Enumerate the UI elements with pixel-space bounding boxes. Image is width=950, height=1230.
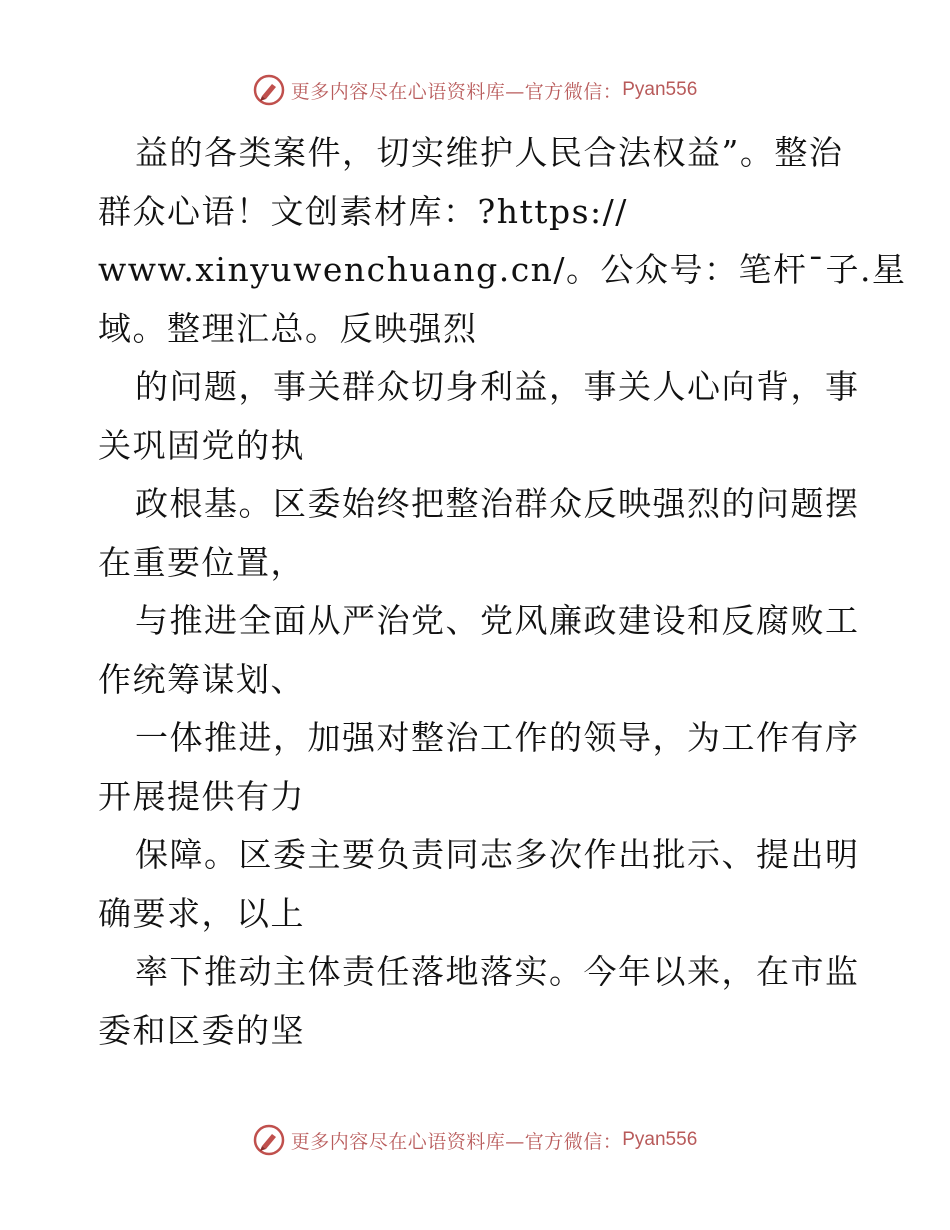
text-line: 域。整理汇总。反映强烈 xyxy=(98,308,478,348)
text-line: 一体推进，加强对整治工作的领导，为工作有序 xyxy=(135,718,860,757)
footer-watermark xyxy=(0,1120,950,1160)
text-line: 关巩固党的执 xyxy=(98,425,305,465)
text-line: 确要求，以上 xyxy=(98,893,305,933)
text-line: 作统筹谋划、 xyxy=(98,659,305,699)
text-line: 开展提供有力 xyxy=(98,776,305,816)
document-body xyxy=(98,124,907,1060)
text-line: www.xinyuwenchuang.cn/。公众号：笔杆¯子.星 xyxy=(98,250,907,289)
watermark-text: 更多内容尽在心语资料库—官方微信： xyxy=(290,1130,623,1153)
watermark-wechat-id: Pyan556 xyxy=(622,1129,698,1150)
text-line: 委和区委的坚 xyxy=(98,1010,305,1050)
text-line: 益的各类案件，切实维护人民合法权益”。整治 xyxy=(135,133,844,172)
pen-nib-logo-icon xyxy=(253,74,285,106)
text-line: 在重要位置， xyxy=(98,542,305,582)
header-watermark xyxy=(0,70,950,110)
text-line: 保障。区委主要负责同志多次作出批示、提出明 xyxy=(135,835,860,874)
text-line: 与推进全面从严治党、党风廉政建设和反腐败工 xyxy=(135,601,860,640)
pen-nib-logo-icon xyxy=(253,1124,285,1156)
text-line: 率下推动主体责任落地落实。今年以来，在市监 xyxy=(135,952,860,991)
watermark-wechat-id: Pyan556 xyxy=(622,79,698,100)
text-line: 的问题，事关群众切身利益，事关人心向背，事 xyxy=(135,367,860,406)
text-line: 群众心语！文创素材库：?https:// xyxy=(98,191,628,231)
watermark-text: 更多内容尽在心语资料库—官方微信： xyxy=(290,80,623,103)
text-line: 政根基。区委始终把整治群众反映强烈的问题摆 xyxy=(135,484,860,523)
